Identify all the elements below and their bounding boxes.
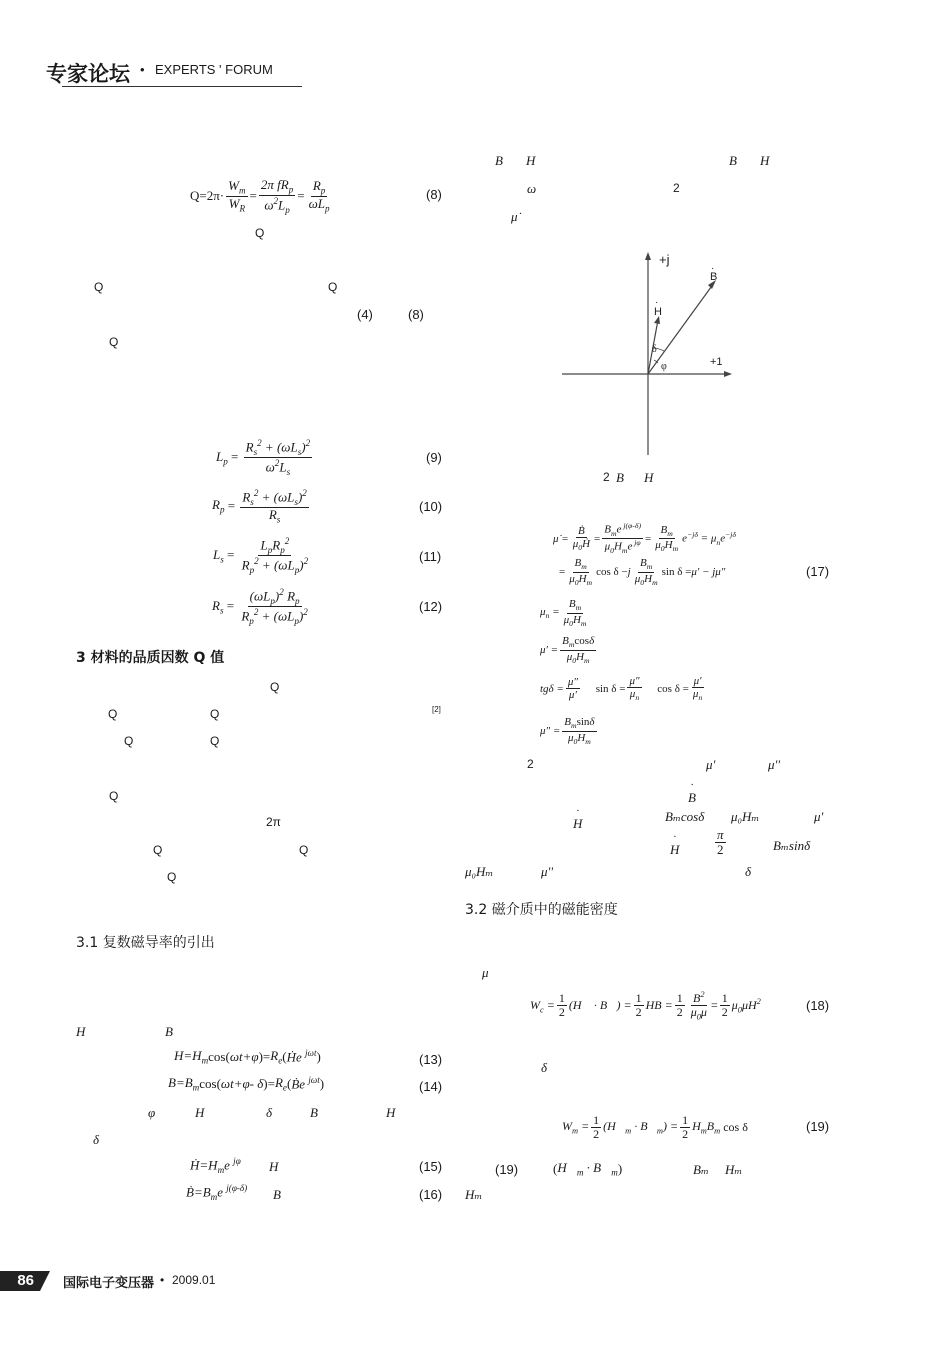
footer-bullet: • bbox=[160, 1273, 165, 1287]
text-q: Q bbox=[270, 680, 280, 694]
eq9-number: (9) bbox=[426, 450, 442, 465]
symbol-delta: δ bbox=[745, 864, 752, 879]
text-q: Q bbox=[109, 789, 119, 803]
symbol-B-dot: · B bbox=[688, 779, 696, 805]
eq11-number: (11) bbox=[419, 549, 442, 564]
symbol-Hm-vector: Hₘ bbox=[725, 1162, 743, 1177]
imag-axis-arrow bbox=[645, 252, 651, 260]
journal-name: 国际电子变压器 bbox=[63, 1276, 155, 1291]
eq10-number: (10) bbox=[419, 499, 443, 514]
equation-17-line2: = $\frac{B_m}{\mu_0H_m}$ cos δ − j $\frac{B_m}{\mu_0H_m}$ sin δ = μ′ − jμ″ bbox=[559, 557, 726, 587]
issue-date: 2009.01 bbox=[172, 1273, 216, 1287]
equation-11: $L_s$ = $\frac{L_pR_p^2}{R_p^2 + (\omega L_p)^2}$ bbox=[213, 536, 309, 575]
eq19-number: (19) bbox=[806, 1119, 830, 1134]
svg-text:·: · bbox=[711, 263, 715, 274]
delta-label: δ bbox=[652, 344, 657, 355]
eq14-number: (14) bbox=[419, 1079, 443, 1094]
eq8-number: (8) bbox=[426, 187, 442, 202]
figure-caption-H: H bbox=[644, 470, 654, 485]
symbol-H-dot: · H bbox=[670, 831, 680, 857]
page-number: 86 bbox=[0, 1271, 40, 1291]
pi-over-2: $\frac{\pi}{2}$ bbox=[717, 827, 724, 858]
equation-18: $W_c$ = $\frac{1}{2}$ (H⃗ · B⃗) = $\frac{1}{2}$ HB = $\frac{1}{2}$ $\frac{B^2}{\mu_0\mu}$ = $\frac{1}{2}$ $\mu_0\mu H^2$ bbox=[530, 990, 761, 1022]
page-number-tab bbox=[40, 1271, 50, 1291]
phi-label: φ bbox=[661, 361, 667, 372]
symbol-mu-dot: μ̇ bbox=[511, 209, 518, 224]
text-Bm-cos-delta: Bₘcosδ bbox=[665, 809, 705, 824]
section-3-1-heading: 3.1 复数磁导率的引出 bbox=[76, 935, 215, 951]
text-mu0-Hm: μ₀Hₘ bbox=[731, 809, 760, 824]
symbol-H: H bbox=[526, 153, 536, 168]
symbol-delta: δ bbox=[266, 1105, 273, 1120]
symbol-mu-prime: μ' bbox=[814, 809, 824, 824]
equation-12: $R_s$ = $\frac{(\omega L_p)^2 R_p}{R_p^2 + (\omega L_p)^2}$ bbox=[212, 587, 308, 626]
text-q: Q bbox=[210, 707, 220, 721]
eq-ref-4: (4) bbox=[357, 307, 373, 322]
symbol-delta: δ bbox=[541, 1060, 548, 1075]
symbol-mu-double-prime: μ'' bbox=[768, 757, 781, 772]
symbol-mu-double-prime: μ'' bbox=[541, 864, 554, 879]
symbol-H-dot: · H bbox=[573, 805, 583, 831]
mu-prime-def: μ′ = $\frac{B_m\cos\delta}{\mu_0H_m}$ bbox=[540, 635, 595, 665]
journal-column-title: 专家论坛 bbox=[46, 62, 130, 86]
symbol-phi: φ bbox=[148, 1105, 156, 1120]
header-rule bbox=[62, 86, 302, 87]
equation-10: $R_p$ = $\frac{R_s^2 + (\omega L_s)^2}{R_s}$ bbox=[212, 488, 307, 525]
equation-13: $H=H_m$ cos( ωt+φ )= $R_e$ ( Ḣe $^{j\omega t}$ ) bbox=[174, 1048, 321, 1066]
text-q: Q bbox=[167, 870, 177, 884]
eq12-number: (12) bbox=[419, 599, 443, 614]
symbol-H: H bbox=[386, 1105, 396, 1120]
equation-15: $Ḣ=H_me$ $^{j\varphi}$ bbox=[190, 1156, 241, 1175]
mu-n-def: $\mu_n$ = $\frac{B_m}{\mu_0H_m}$ bbox=[540, 598, 587, 628]
symbol-H: H bbox=[76, 1024, 86, 1039]
imag-label: +j bbox=[659, 252, 670, 267]
dot-product-Hm-Bm: ( $H⃗_m$ · $B⃗_m$ ) bbox=[553, 1160, 623, 1178]
section-3-heading: 3 材料的品质因数 Q 值 bbox=[76, 650, 225, 666]
text-2: 2 bbox=[673, 181, 680, 195]
equation-14: $B=B_m$ cos( ωt+φ- δ )= $R_e$ ( Ḃe $^{j\omega t}$ ) bbox=[168, 1075, 325, 1093]
real-label: +1 bbox=[710, 356, 723, 368]
eq15-symbol: H bbox=[269, 1159, 279, 1174]
section-3-2-heading: 3.2 磁介质中的磁能密度 bbox=[465, 902, 618, 918]
symbol-H: H bbox=[195, 1105, 205, 1120]
mu-double-prime-def: μ″ = $\frac{B_m\sin\delta}{\mu_0H_m}$ bbox=[540, 716, 595, 746]
eq17-number: (17) bbox=[806, 564, 830, 579]
equation-8: Q=2π· $\frac{W_m}{W_R}$ = $\frac{2\pi fR_p}{\omega^2L_p}$ = $\frac{R_p}{\omega L_p}$ bbox=[190, 177, 330, 215]
text-q: Q bbox=[255, 226, 265, 240]
B-label: B bbox=[710, 271, 718, 283]
real-axis-arrow bbox=[724, 371, 732, 377]
symbol-B: B bbox=[310, 1105, 318, 1120]
tan-sin-cos-defs: tgδ = $\frac{\mu''}{\mu'}$ sin δ = $\frac{\mu''}{\mu_n}$ cos δ = $\frac{\mu'}{\mu_n}$ bbox=[540, 675, 703, 703]
text-2pi: 2π bbox=[266, 815, 281, 829]
eq15-number: (15) bbox=[419, 1159, 443, 1174]
equation-17-line1: μ̇ = $\frac{\text{Ḃ}}{\mu_0Ḣ}$ = $\frac{B_me ^{j(\varphi-\delta)}}{\mu_0H_me ^{j\varphi}}$ = $\frac{B_m}{\mu_0H_m}$ $e^{-j\delta} = \mu_ne^{-j\delta}$ bbox=[553, 521, 737, 556]
figure-caption-number: 2 bbox=[603, 470, 610, 484]
figure-caption-B: B bbox=[616, 470, 624, 485]
eq18-number: (18) bbox=[806, 998, 830, 1013]
text-mu0-Hm: μ₀Hₘ bbox=[465, 864, 494, 879]
eq16-symbol: B bbox=[273, 1187, 281, 1202]
eq16-number: (16) bbox=[419, 1187, 443, 1202]
symbol-B: B bbox=[165, 1024, 173, 1039]
header-subtitle: EXPERTS ' FORUM bbox=[155, 62, 273, 77]
svg-text:·: · bbox=[655, 297, 659, 308]
symbol-mu: μ bbox=[482, 965, 489, 980]
citation-2: [2] bbox=[432, 705, 441, 714]
text-q: Q bbox=[153, 843, 163, 857]
symbol-Bm-vector: Bₘ bbox=[693, 1162, 709, 1177]
text-q: Q bbox=[124, 734, 134, 748]
symbol-Hm: Hₘ bbox=[465, 1187, 483, 1202]
text-q: Q bbox=[299, 843, 309, 857]
equation-19: $W_m$ = $\frac{1}{2}$ ($H⃗_m$ · $B⃗_m$) = $\frac{1}{2}$ $H_mB_m$ cos δ bbox=[562, 1113, 748, 1142]
header-bullet: • bbox=[140, 62, 145, 77]
phasor-diagram bbox=[562, 250, 736, 460]
text-q: Q bbox=[109, 335, 119, 349]
text-q: Q bbox=[328, 280, 338, 294]
symbol-omega: ω bbox=[527, 181, 537, 196]
eq13-number: (13) bbox=[419, 1052, 443, 1067]
symbol-mu-prime: μ' bbox=[706, 757, 716, 772]
equation-16: $Ḃ=B_me$ $^{j(\varphi-\delta)}$ bbox=[186, 1183, 248, 1202]
text-Bm-sin-delta: Bₘsinδ bbox=[773, 838, 811, 853]
text-2: 2 bbox=[527, 757, 534, 771]
text-q: Q bbox=[108, 707, 118, 721]
eq-ref-19: (19) bbox=[495, 1162, 519, 1177]
symbol-B: B bbox=[495, 153, 503, 168]
text-q: Q bbox=[210, 734, 220, 748]
equation-9: $L_p$ = $\frac{R_s^2 + (\omega L_s)^2}{\omega^2L_s}$ bbox=[216, 438, 311, 477]
symbol-delta: δ bbox=[93, 1132, 100, 1147]
symbol-H: H bbox=[760, 153, 770, 168]
H-label: H bbox=[654, 306, 662, 318]
eq-ref-8: (8) bbox=[408, 307, 424, 322]
symbol-B: B bbox=[729, 153, 737, 168]
text-q: Q bbox=[94, 280, 104, 294]
